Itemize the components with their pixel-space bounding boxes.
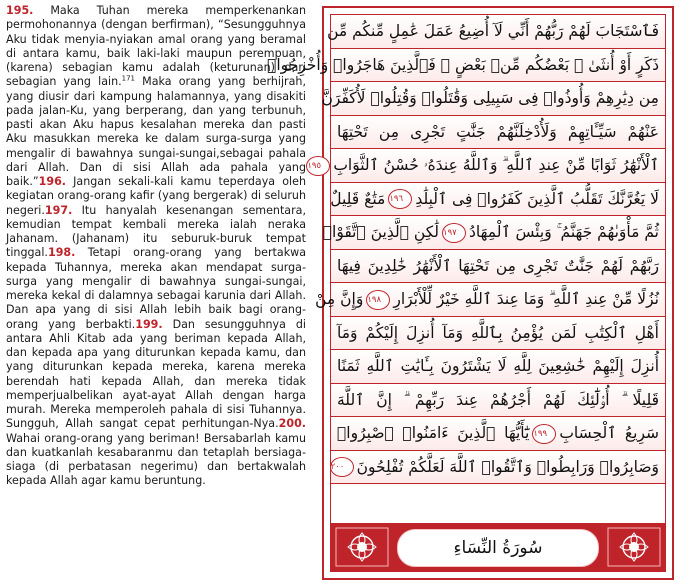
arabic-text: أُنزِلَ إِلَيْهِمْ خَٰشِعِينَ لِلَّهِ لَا يَشْتَرُونَ بِـَٔايَٰتِ ٱللَّهِ ثَمَنًا xyxy=(337,357,659,375)
verse-translation: Dan sesungguhnya di antara Ahli Kitab ada yang beriman kepada Allah, dan kepada apa yang diturunkan kepada kamu, dan yang diturunkan kepada mereka, karena mereka berendah hati kepada Allah, dan mereka tidak memperjualbelikan ayat-ayat Allah dengan harga murah. Mereka memperoleh pahala di sisi Tuhannya. Sungguh, Allah sangat cepat perhitungan-Nya. xyxy=(6,317,306,431)
ayah-number-marker: ١٩٩ xyxy=(532,424,556,444)
verse-translation: Tetapi orang-orang yang bertakwa kepada Tuhannya, mereka akan mendapat surga-surga yang mengalir di bawahnya sungai-sungai, mereka kekal di dalamnya sebagai karunia dari Allah. Dan apa yang di sisi Allah lebih baik bagi orang-orang yang berbakti. xyxy=(6,246,306,331)
floral-ornament-icon xyxy=(335,527,389,567)
footnote-marker: 171 xyxy=(121,74,136,83)
ayah-line xyxy=(331,384,665,418)
arabic-text: فَٱسْتَجَابَ لَهُمْ رَبُّهُمْ أَنِّي لَآ أُضِيعُ عَمَلَ عَٰمِلٍ مِّنكُم مِّن xyxy=(327,22,659,40)
surah-title: سُورَةُ النِّسَاءِ xyxy=(397,529,599,567)
verse-number: 196. xyxy=(38,175,66,188)
floral-ornament-icon xyxy=(607,527,661,567)
arabic-text: أَهْلِ ٱلْكِتَٰبِ لَمَن يُؤْمِنُ بِٱللَّهِ وَمَآ أُنزِلَ إِلَيْكُمْ وَمَآ xyxy=(337,323,659,342)
arabic-text: مِن دِيَٰرِهِمْ وَأُوذُوا۟ فِى سَبِيلِى وَقَٰتَلُوا۟ وَقُتِلُوا۟ لَأُكَفِّرَنَّ xyxy=(321,89,659,107)
verse-number: 197. xyxy=(44,203,73,217)
arabic-text: وَصَابِرُوا۟ وَرَابِطُوا۟ وَٱتَّقُوا۟ ٱللَّهَ لَعَلَّكُمْ تُفْلِحُونَ xyxy=(356,457,659,476)
ayah-line xyxy=(331,116,665,150)
verse-translation-continued: Maka orang yang berhijrah, yang diusir dari kampung halamannya, yang disakiti pada jalan-Ku, yang berperang, dan yang terbunuh, pasti akan Aku hapus kesalahan mereka dan pasti Aku masukkan mereka ke dalam surga-surga yang mengalir di bawahnya sungai-sungai,sebagai pahala dari Allah. Dan di sisi Allah ada pahala yang baik.” xyxy=(6,75,306,188)
arabic-text: لَا يَغُرَّنَّكَ تَقَلُّبُ ٱلَّذِينَ كَفَرُوا۟ فِى ٱلْبِلَٰدِ xyxy=(415,189,659,208)
ayah-line xyxy=(307,149,665,183)
ayah-line xyxy=(331,350,665,384)
arabic-text: يَٰٓأَيُّهَا ٱلَّذِينَ ءَامَنُوا۟ ٱصْبِرُوا۟ xyxy=(337,424,530,442)
arabic-text: ذَكَرٍ أَوْ أُنثَىٰ ۖ بَعْضُكُم مِّنۢ بَعْضٍ ۖ فَٱلَّذِينَ هَاجَرُوا۟ وَأُخْرِجُوا۟ xyxy=(267,55,659,74)
translation-column xyxy=(6,4,306,580)
verse-number: 199. xyxy=(135,317,163,331)
arabic-text: قَلِيلًا ۗ أُو۟لَٰٓئِكَ لَهُمْ أَجْرُهُمْ عِندَ رَبِّهِمْ ۗ إِنَّ ٱللَّهَ xyxy=(337,390,659,409)
arabic-text: سَرِيعُ ٱلْحِسَابِ xyxy=(559,424,660,442)
arabic-text: ٱلْأَنْهَٰرُ ثَوَابًا مِّنْ عِندِ ٱللَّهِ ۗ وَٱللَّهُ عِندَهُۥ حُسْنُ ٱلثَّوَابِ xyxy=(333,156,659,174)
ayah-line xyxy=(331,451,665,485)
arabic-text: وَإِنَّ مِنْ xyxy=(315,290,364,308)
arabic-text: مَتَٰعٌ قَلِيلٌ xyxy=(330,189,386,208)
ayah-line xyxy=(327,15,665,49)
ayah-line xyxy=(331,317,665,351)
verse-number: 195. xyxy=(6,4,34,17)
ayah-line xyxy=(331,183,665,217)
arabic-text: لَٰكِنِ ٱلَّذِينَ ٱتَّقَوْا۟ xyxy=(322,223,439,241)
ayah-number-marker: ١٩٦ xyxy=(388,189,412,209)
verse-number: 198. xyxy=(47,246,76,260)
verse-translation: Jangan sekali-kali kamu teperdaya oleh kegiatan orang-orang kafir (yang bergerak) di seluruh negeri. xyxy=(6,175,306,217)
arabic-text: ثُمَّ مَأْوَىٰهُمْ جَهَنَّمُ ۚ وَبِئْسَ ٱلْمِهَادُ xyxy=(469,223,659,241)
arabic-text: نُزُلًا مِّنْ عِندِ ٱللَّهِ ۗ وَمَا عِندَ ٱللَّهِ خَيْرٌ لِّلْأَبْرَارِ xyxy=(393,290,659,308)
arabic-text: عَنْهُمْ سَيِّـَٔاتِهِمْ وَلَأُدْخِلَنَّهُمْ جَنَّٰتٍ تَجْرِى مِن تَحْتِهَا xyxy=(337,122,659,141)
verse-translation: Maka Tuhan mereka memperkenankan permohonannya (dengan berfirman), “Sesungguhnya Aku tidak menyia-nyiakan amal orang yang beramal di antara kamu, baik laki-laki maupun perempuan, (karena) sebagian kamu adalah (keturunan) dari sebagian yang lain. xyxy=(6,4,306,89)
ayah-line xyxy=(315,283,665,317)
verse-number: 200. xyxy=(278,417,306,431)
ayah-line xyxy=(322,216,665,250)
ayah-line xyxy=(331,417,665,451)
ayah-line xyxy=(267,49,665,83)
ayah-line xyxy=(331,250,665,284)
ayah-line xyxy=(321,82,665,116)
arabic-text: رَبَّهُمْ لَهُمْ جَنَّٰتٌ تَجْرِى مِن تَحْتِهَا ٱلْأَنْهَٰرُ خَٰلِدِينَ فِيهَا xyxy=(337,256,659,275)
verse-translation: Itu hanyalah kesenangan sementara, kemudian tempat kembali mereka ialah neraka Jahanam. (Jahanam) itu seburuk-buruk tempat tinggal. xyxy=(6,203,306,260)
ayah-number-marker: ١٩٨ xyxy=(366,290,390,310)
surah-header-banner xyxy=(331,523,665,571)
ayah-number-marker: ٢٠٠ xyxy=(330,457,354,477)
verse-translation: Wahai orang-orang yang beriman! Bersabarlah kamu dan kuatkanlah kesabaranmu dan tetaplah bersiaga-siaga (di perbatasan negerimu) dan bertakwalah kepada Allah agar kamu beruntung. xyxy=(6,431,306,488)
ayah-number-marker: ١٩٧ xyxy=(442,223,466,243)
ayah-number-marker: ١٩٥ xyxy=(306,156,330,176)
